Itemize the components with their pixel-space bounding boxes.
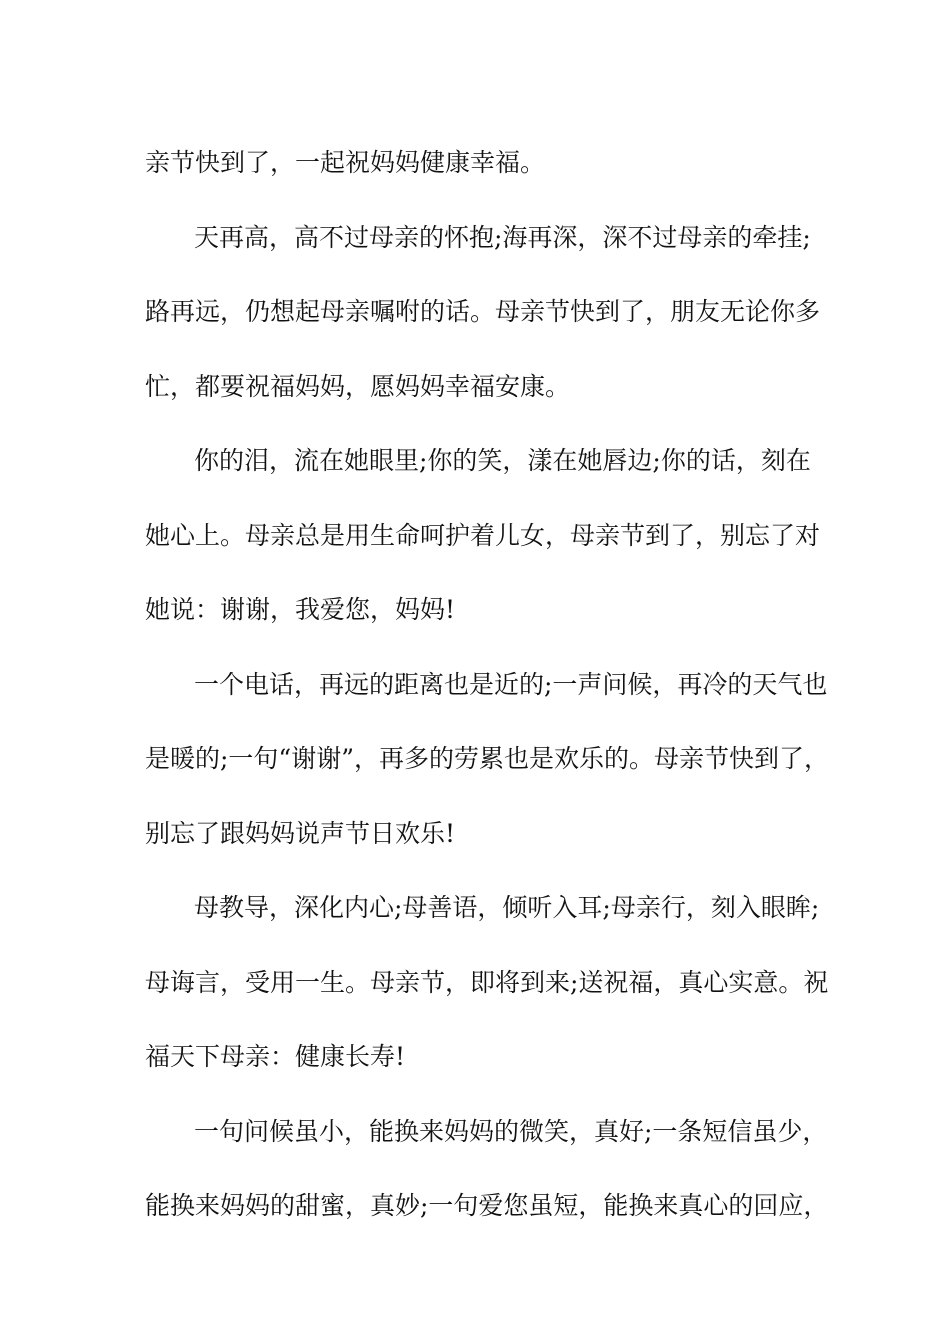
- paragraph-first-line: 一句问候虽小，能换来妈妈的微笑，真好;一条短信虽少，: [194, 1116, 828, 1146]
- paragraph-first-line: 天再高，高不过母亲的怀抱;海再深，深不过母亲的牵挂;: [194, 222, 811, 252]
- text-line: 是暖的;一句“谢谢”，再多的劳累也是欢乐的。母亲节快到了，: [145, 744, 829, 773]
- text-line: 别忘了跟妈妈说声节日欢乐!: [145, 818, 456, 848]
- text-line: 她说：谢谢，我爱您，妈妈!: [145, 595, 456, 624]
- paragraph-first-line: 母教导，深化内心;母善语，倾听入耳;母亲行，刻入眼眸;: [194, 893, 820, 922]
- text-line: 路再远，仍想起母亲嘱咐的话。母亲节快到了，朋友无论你多: [145, 297, 821, 326]
- text-line: 能换来妈妈的甜蜜，真妙;一句爱您虽短，能换来真心的回应，: [145, 1191, 829, 1220]
- text-line: 母诲言，受用一生。母亲节，即将到来;送祝福，真心实意。祝: [145, 967, 829, 997]
- text-line: 亲节快到了，一起祝妈妈健康幸福。: [145, 148, 546, 177]
- paragraph-first-line: 你的泪，流在她眼里;你的笑，漾在她唇边;你的话，刻在: [194, 446, 811, 475]
- text-line: 她心上。母亲总是用生命呵护着儿女，母亲节到了，别忘了对: [145, 520, 821, 550]
- paragraph-first-line: 一个电话，再远的距离也是近的;一声问候，再冷的天气也: [194, 669, 828, 699]
- text-line: 忙，都要祝福妈妈，愿妈妈幸福安康。: [145, 371, 571, 401]
- document-body: [145, 126, 829, 1244]
- text-line: 福天下母亲：健康长寿!: [145, 1042, 406, 1071]
